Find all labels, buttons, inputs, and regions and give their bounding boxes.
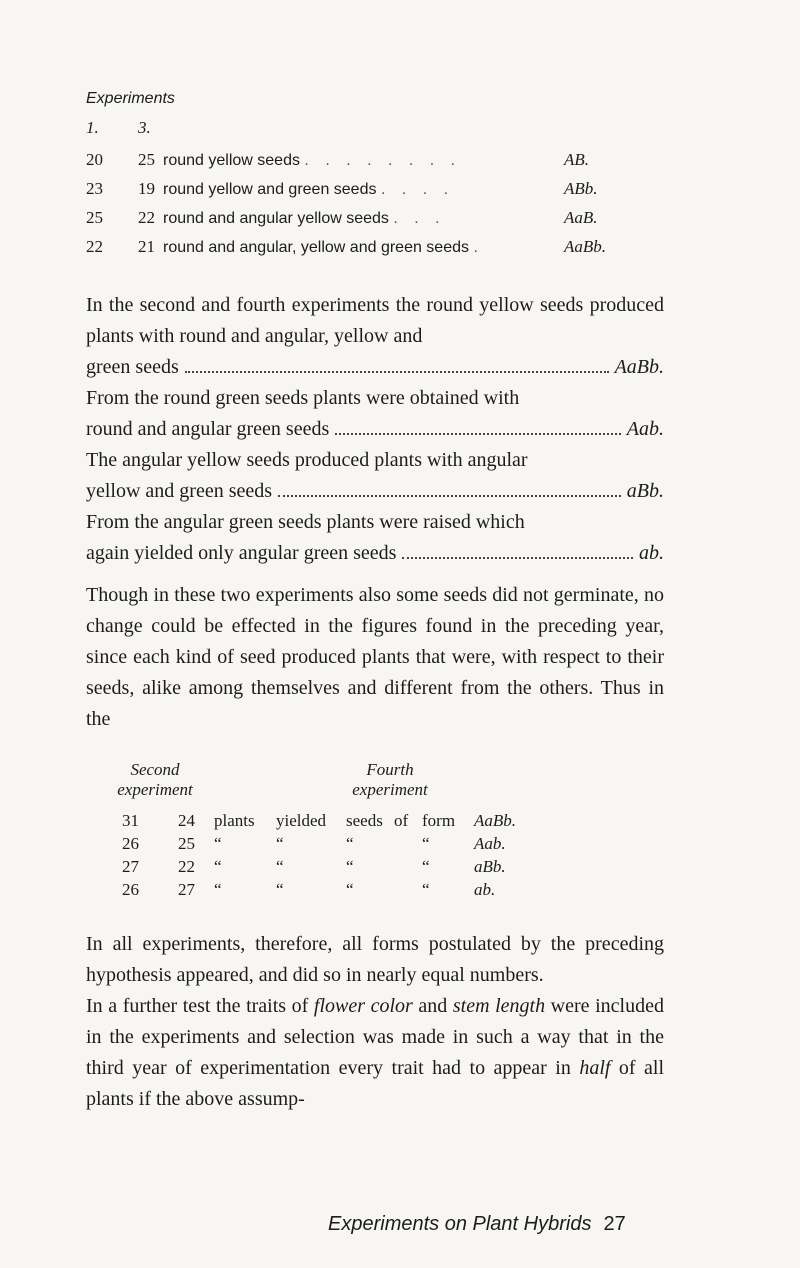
header-line: Second bbox=[130, 760, 180, 779]
para-text: In all experiments, therefore, all forms postulated by the preceding hypothesis appeared, and did so in nearly equal numbers. bbox=[86, 933, 664, 986]
genotype-symbol: ABb. bbox=[564, 179, 598, 198]
genotype-symbol: ab. bbox=[474, 880, 496, 899]
leader-dots: . . . . bbox=[380, 181, 455, 198]
table-row bbox=[86, 179, 646, 208]
seed-description bbox=[163, 210, 564, 228]
header-line: experiment bbox=[117, 780, 193, 799]
para-line: The angular yellow seeds produced plants with angular bbox=[86, 449, 528, 471]
word-plants: plants bbox=[214, 811, 255, 830]
genotype-symbol: AaBb. bbox=[614, 356, 664, 378]
genotype-symbol: Aab. bbox=[474, 834, 506, 853]
paragraph-germination bbox=[86, 580, 664, 735]
seed-table-1 bbox=[86, 150, 646, 266]
running-footer bbox=[328, 1213, 626, 1236]
seed-table-2 bbox=[108, 811, 628, 903]
word-seeds: seeds bbox=[346, 811, 383, 830]
seed-description bbox=[163, 181, 564, 199]
emphasis-flower-color: flower color bbox=[313, 995, 413, 1017]
word-yielded: yielded bbox=[276, 811, 327, 830]
genotype-symbol: AaBb. bbox=[474, 811, 517, 830]
table-row bbox=[108, 811, 628, 834]
second-count: 31 bbox=[122, 811, 139, 830]
genotype-symbol: Aab. bbox=[626, 418, 664, 440]
ditto-mark: “ bbox=[422, 834, 430, 853]
emphasis-stem-length: stem length bbox=[452, 995, 546, 1017]
book-title: Experiments on Plant Hybrids bbox=[328, 1213, 592, 1235]
table-row bbox=[86, 150, 646, 179]
para-line: In the second and fourth experiments the round yellow seeds produced plants with round and angular, yellow and bbox=[86, 294, 664, 347]
table-row bbox=[86, 208, 646, 237]
table-row bbox=[86, 237, 646, 266]
exp1-count: 20 bbox=[86, 150, 103, 169]
exp3-count: 25 bbox=[138, 150, 155, 169]
genotype-symbol: AB. bbox=[564, 150, 590, 169]
dotted-leader bbox=[185, 371, 609, 373]
table-row bbox=[108, 857, 628, 880]
leader-dots: . . . bbox=[393, 210, 446, 227]
fourth-count: 27 bbox=[178, 880, 195, 899]
para-text: Though in these two experiments also some seeds did not germinate, no change could be effected in the figures found in the preceding year, since each kind of seed produced plants that were, with respect to their seeds, alike among themselves and different from the others. Thus in the bbox=[86, 584, 664, 730]
genotype-symbol: aBb. bbox=[626, 480, 664, 502]
leader-line bbox=[86, 538, 664, 569]
second-count: 27 bbox=[122, 857, 139, 876]
leader-line bbox=[86, 476, 664, 507]
genotype-symbol: AaBb. bbox=[564, 237, 607, 256]
text-run: In a further test the traits of bbox=[86, 995, 314, 1017]
ditto-mark: “ bbox=[276, 880, 284, 899]
leader-line bbox=[86, 414, 664, 445]
leader-line bbox=[86, 352, 664, 383]
word-form: form bbox=[422, 811, 456, 830]
header-line: Fourth bbox=[366, 760, 414, 779]
table-row bbox=[108, 834, 628, 857]
header-line: experiment bbox=[352, 780, 428, 799]
second-count: 26 bbox=[122, 880, 139, 899]
dotted-leader bbox=[278, 495, 621, 497]
fourth-count: 24 bbox=[178, 811, 195, 830]
text-run: and bbox=[412, 995, 453, 1017]
genotype-symbol: ab. bbox=[639, 542, 664, 564]
exp3-count: 21 bbox=[138, 237, 155, 256]
para-text-2 bbox=[86, 991, 664, 1115]
table-row bbox=[108, 880, 628, 903]
experiment-3-label: 3. bbox=[138, 118, 151, 137]
second-experiment-header bbox=[100, 760, 210, 800]
fourth-experiment-header bbox=[290, 760, 490, 800]
ditto-mark: “ bbox=[276, 857, 284, 876]
desc-text: round and angular, yellow and green seeds bbox=[163, 239, 469, 256]
emphasis-half: half bbox=[579, 1057, 611, 1079]
second-count: 26 bbox=[122, 834, 139, 853]
dotted-leader bbox=[335, 433, 621, 435]
seed-description bbox=[163, 239, 564, 257]
ditto-mark: “ bbox=[346, 880, 354, 899]
desc-text: round yellow and green seeds bbox=[163, 181, 377, 198]
experiments-label: Experiments bbox=[86, 90, 175, 107]
leader-text: again yielded only angular green seeds bbox=[86, 542, 397, 564]
ditto-mark: “ bbox=[346, 834, 354, 853]
ditto-mark: “ bbox=[214, 834, 222, 853]
fourth-count: 25 bbox=[178, 834, 195, 853]
fourth-count: 22 bbox=[178, 857, 195, 876]
exp3-count: 22 bbox=[138, 208, 155, 227]
paragraph-conclusion bbox=[86, 929, 664, 1115]
ditto-mark: “ bbox=[346, 857, 354, 876]
ditto-mark: “ bbox=[276, 834, 284, 853]
page-number: 27 bbox=[603, 1213, 626, 1235]
text-run: were included in the experiments and selection was made in such a way that in the third year of experimentation every trait had to appear in bbox=[86, 995, 664, 1079]
paragraph-results bbox=[86, 290, 664, 569]
ditto-mark: “ bbox=[422, 857, 430, 876]
para-line: From the angular green seeds plants were raised which bbox=[86, 511, 525, 533]
leader-dots: . bbox=[473, 239, 484, 256]
desc-text: round yellow seeds bbox=[163, 152, 300, 169]
ditto-mark: “ bbox=[214, 880, 222, 899]
experiment-numbers bbox=[86, 118, 190, 138]
exp1-count: 25 bbox=[86, 208, 103, 227]
leader-text: yellow and green seeds bbox=[86, 480, 273, 502]
ditto-mark: “ bbox=[422, 880, 430, 899]
exp3-count: 19 bbox=[138, 179, 155, 198]
desc-text: round and angular yellow seeds bbox=[163, 210, 389, 227]
leader-dots: . . . . . . . . bbox=[304, 152, 462, 169]
para-line: From the round green seeds plants were obtained with bbox=[86, 387, 520, 409]
experiment-1-label: 1. bbox=[86, 118, 99, 137]
genotype-symbol: AaB. bbox=[564, 208, 598, 227]
leader-text: round and angular green seeds bbox=[86, 418, 330, 440]
word-of: of bbox=[394, 811, 409, 830]
ditto-mark: “ bbox=[214, 857, 222, 876]
exp1-count: 22 bbox=[86, 237, 103, 256]
leader-text: green seeds bbox=[86, 356, 179, 378]
exp1-count: 23 bbox=[86, 179, 103, 198]
dotted-leader bbox=[402, 557, 633, 559]
seed-description bbox=[163, 152, 564, 170]
text-run: of all plants if the above assump- bbox=[86, 1057, 665, 1110]
genotype-symbol: aBb. bbox=[474, 857, 506, 876]
